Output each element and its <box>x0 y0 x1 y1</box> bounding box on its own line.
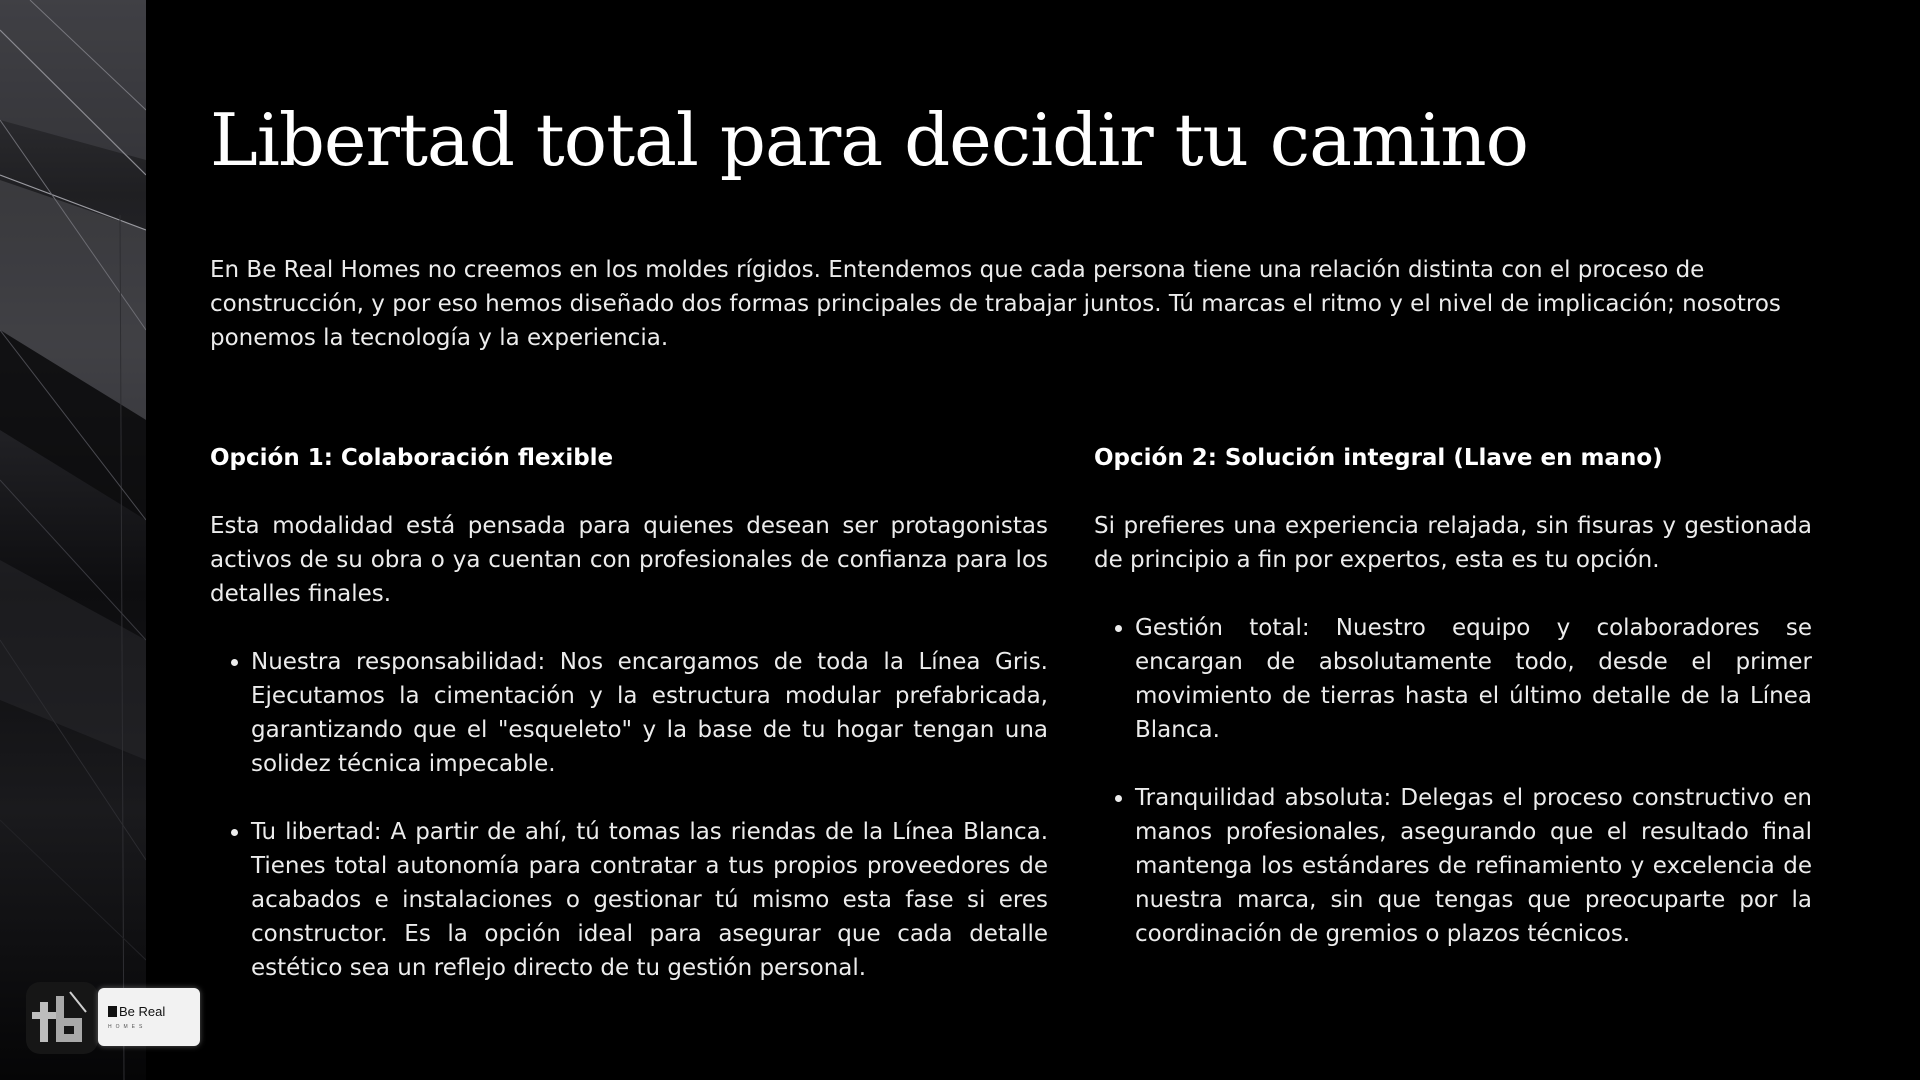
option-1-column <box>210 441 1048 1019</box>
logo-sub-text: HOMES <box>108 1024 147 1030</box>
page-title: Libertad total para decidir tu camino <box>210 98 1529 182</box>
option-2-description: Si prefieres una experiencia relajada, sin fisuras y gestionada de principio a fin por expertos, esta es tu opción. <box>1094 513 1812 573</box>
logo-brand-text: Be Real <box>108 1004 165 1019</box>
tb-monogram-icon <box>26 982 98 1054</box>
option-1-list <box>210 645 1048 985</box>
logo-square-icon <box>108 1006 117 1017</box>
brand-logo <box>26 980 176 1052</box>
option-1-bullet-responsibility: • Nuestra responsabilidad: Nos encargamos de toda la Línea Gris. Ejecutamos la cimentación y la estructura modular prefabricada, garantizando que el "esqueleto" y la base de tu hogar tengan una solidez técnica impecable. <box>251 645 1048 781</box>
be-real-homes-logo <box>98 988 200 1046</box>
option-2-bullet-peace-of-mind: • Tranquilidad absoluta: Delegas el proceso constructivo en manos profesionales, asegurando que el resultado final mantenga los estándares de refinamiento y excelencia de nuestra marca, sin que tengas que preocuparte por la coordinación de gremios o plazos técnicos. <box>1135 781 1812 951</box>
option-1-heading: Opción 1: Colaboración flexible <box>210 445 614 471</box>
option-2-list <box>1094 611 1812 951</box>
facade-lines-graphic <box>0 0 146 1080</box>
option-2-heading: Opción 2: Solución integral (Llave en mano) <box>1094 445 1663 471</box>
option-2-bullet-management: • Gestión total: Nuestro equipo y colaboradores se encargan de absolutamente todo, desde el primer movimiento de tierras hasta el último detalle de la Línea Blanca. <box>1135 611 1812 747</box>
architecture-photo <box>0 0 146 1080</box>
option-1-description: Esta modalidad está pensada para quienes desean ser protagonistas activos de su obra o ya cuentan con profesionales de confianza para los detalles finales. <box>210 513 1048 607</box>
intro-paragraph: En Be Real Homes no creemos en los moldes rígidos. Entendemos que cada persona tiene una relación distinta con el proceso de construcción, y por eso hemos diseñado dos formas principales de trabajar juntos. Tú marcas el ritmo y el nivel de implicación; nosotros ponemos la tecnología y la experiencia. <box>210 257 1781 351</box>
option-1-bullet-freedom: • Tu libertad: A partir de ahí, tú tomas las riendas de la Línea Blanca. Tienes total autonomía para contratar a tus propios proveedores de acabados e instalaciones o gestionar tú mismo esta fase si eres constructor. Es la opción ideal para asegurar que cada detalle estético sea un reflejo directo de tu gestión personal. <box>251 815 1048 985</box>
option-2-column <box>1094 441 1812 985</box>
